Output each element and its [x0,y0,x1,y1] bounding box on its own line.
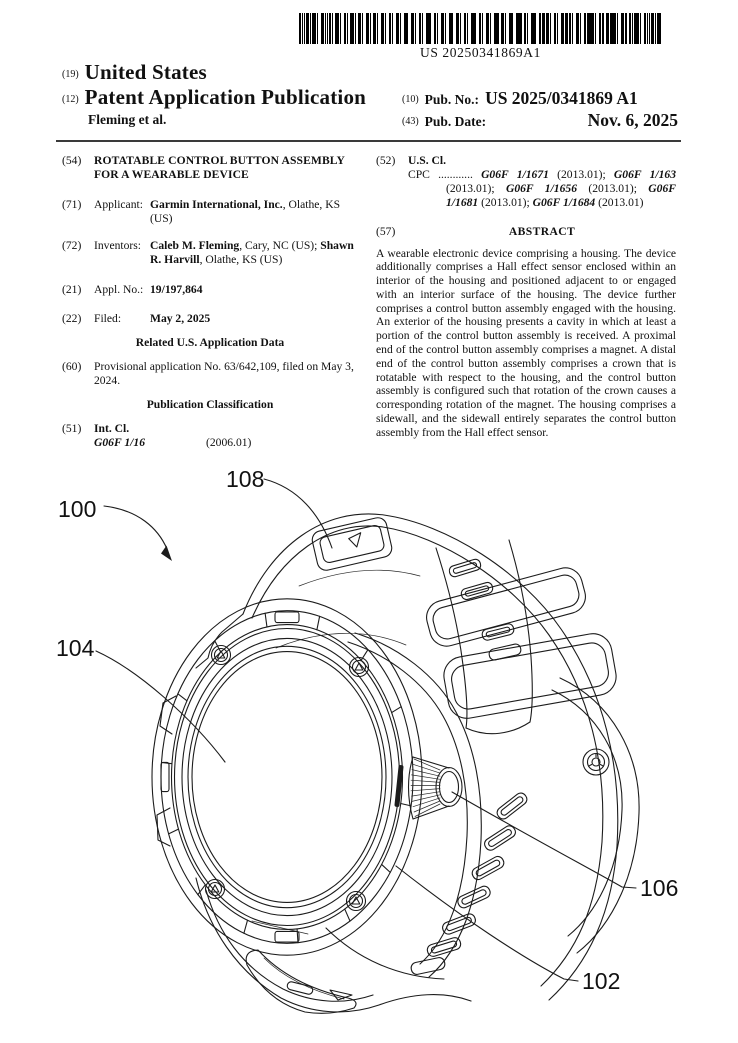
inid-71: (71) [62,197,82,211]
pub-date-value: Nov. 6, 2025 [587,110,678,130]
abstract-heading-row [376,225,676,239]
applicant-location: , Olathe, KS (US) [150,197,341,225]
int-cl-code: G06F 1/16 [94,435,145,449]
pub-date-label: Pub. Date: [424,114,487,129]
patent-figure-drawing [0,455,738,1043]
cpc-codes [408,168,676,210]
reference-numerals [56,466,678,994]
int-cl-version: (2006.01) [206,435,252,449]
strap-keeper-upper [423,564,589,650]
inventor-byline: Fleming et al. [88,112,167,127]
bezel-ticks [161,613,411,942]
pub-no-label: Pub. No.: [424,92,480,107]
cpc-code-1: G06F 1/1671 [481,167,549,181]
clasp-screw-icon [583,749,609,775]
screw-icon [212,646,231,665]
field-appl-no [62,283,358,297]
filed-label: Filed: [94,312,122,326]
barcode-caption: US 20250341869A1 [420,45,541,60]
header-divider [56,140,681,142]
provisional-text: Provisional application No. 63/642,109, filed on May 3, 2024. [94,360,354,388]
field-provisional [62,360,358,388]
bezel-screws [206,646,369,911]
us-cl-label: U.S. Cl. [408,154,447,167]
watch-glass-inner [192,652,382,903]
inventors-value [150,239,358,267]
ref-label-106: 106 [640,875,679,901]
inid-22: (22) [62,312,82,326]
cpc-ver-5: (2013.01) [595,195,644,209]
field-int-cl [62,422,358,450]
inid-52: (52) [376,154,396,167]
strap-keeper-lower [441,631,619,722]
watch-case [152,599,422,955]
pub-date-line [402,110,678,131]
inventor-2-location: , Olathe, KS (US) [199,252,283,266]
applicant-name: Garmin International, Inc. [150,197,283,211]
inid-54: (54) [62,154,82,167]
inid-21: (21) [62,283,82,297]
right-column [376,154,676,463]
strap-slots-right [410,791,529,976]
field-title [62,154,358,182]
abstract-heading: ABSTRACT [508,224,576,238]
inid-51: (51) [62,421,82,435]
cpc-code-3: G06F 1/1656 [505,181,577,195]
cpc-ver-1: (2013.01); [548,167,614,181]
bezel-plate-bottom [275,931,299,942]
inventor-1-location: , Cary, NC (US); [239,238,321,252]
applicant-label: Applicant: [94,197,143,211]
inid-60: (60) [62,360,82,374]
bezel-plate-left [161,762,169,791]
inventors-label: Inventors: [94,238,142,252]
field-us-cl [376,154,676,210]
field-applicant [62,198,358,226]
ref-label-104: 104 [56,635,95,661]
invention-title: ROTATABLE CONTROL BUTTON ASSEMBLY FOR A WEARABLE DEVICE [94,154,345,181]
inventor-2-name: Shawn R. Harvill [150,238,354,266]
filed-value: May 2, 2025 [150,312,211,326]
inventor-1-name: Caleb M. Fleming [150,238,240,252]
cpc-ver-3: (2013.01); [577,181,649,195]
cpc-code-4: G06F 1/1681 [446,181,676,209]
country-name: United States [84,60,207,84]
strap-emblem-icon [348,533,364,549]
cpc-prefix: CPC ............ [408,167,482,181]
inid-12: (12) [62,94,79,105]
strap-top-panel [310,516,393,572]
cpc-code-5: G06F 1/1684 [532,195,596,209]
ref-label-102: 102 [582,968,621,994]
bibliographic-section [62,154,676,463]
strap-tail-slots [448,558,522,661]
ref-label-100: 100 [58,496,97,522]
applicant-value [150,198,358,226]
publication-classification-heading: Publication Classification [146,397,274,411]
inid-72: (72) [62,238,82,252]
country-line [62,60,207,85]
arrowhead-100 [161,546,172,562]
watch-strap-top [243,514,621,1000]
inid-43: (43) [402,116,419,127]
pub-no-value: US 2025/0341869 A1 [485,88,638,108]
inid-57: (57) [376,224,396,238]
appl-no-label: Appl. No.: [94,283,144,297]
related-data-heading: Related U.S. Application Data [135,336,285,350]
abstract-text: A wearable electronic device comprising a housing. The device additionally comprises a Hall effect sensor enclosed within an interior of the housing and positioned adjacent to or engaged with an interior surface of the housing. The device further comprises a control button assembly engaged with the housing. An exterior of the housing presents a cavity in which at least a portion of the control button assembly is received. A proximal end of the control button assembly comprises a magnet. A distal end of the control button assembly comprises a crown that is rotatable with respect to the housing, and the control button assembly is configured such that rotation of the crown causes a corresponding rotation of the magnet. The housing comprises a sidewall, and the sidewall entirely separates the control button assembly from the Hall effect sensor. [376,246,676,439]
strap-clasp [552,678,639,953]
cpc-ver-4: (2013.01); [478,195,533,209]
screw-icon [350,658,369,677]
ref-label-108: 108 [226,466,265,492]
appl-no-value: 19/197,864 [150,283,203,297]
screw-icon [347,892,366,911]
int-cl-entry [94,436,358,450]
cpc-code-2: G06F 1/163 [613,167,676,181]
left-column [62,154,358,463]
inid-19: (19) [62,69,79,80]
screw-icon [206,880,225,899]
pub-no-line [402,88,678,109]
cpc-ver-2: (2013.01); [446,181,506,195]
publication-type: Patent Application Publication [84,85,367,109]
bezel-plate-top [275,612,299,623]
publication-type-line [62,85,366,110]
inid-10: (10) [402,94,419,105]
watch-glass-outer [188,646,386,907]
field-filed [62,312,358,326]
int-cl-label: Int. Cl. [94,421,130,435]
barcode [299,13,662,44]
watch-crown [394,757,462,819]
field-inventors [62,239,358,267]
